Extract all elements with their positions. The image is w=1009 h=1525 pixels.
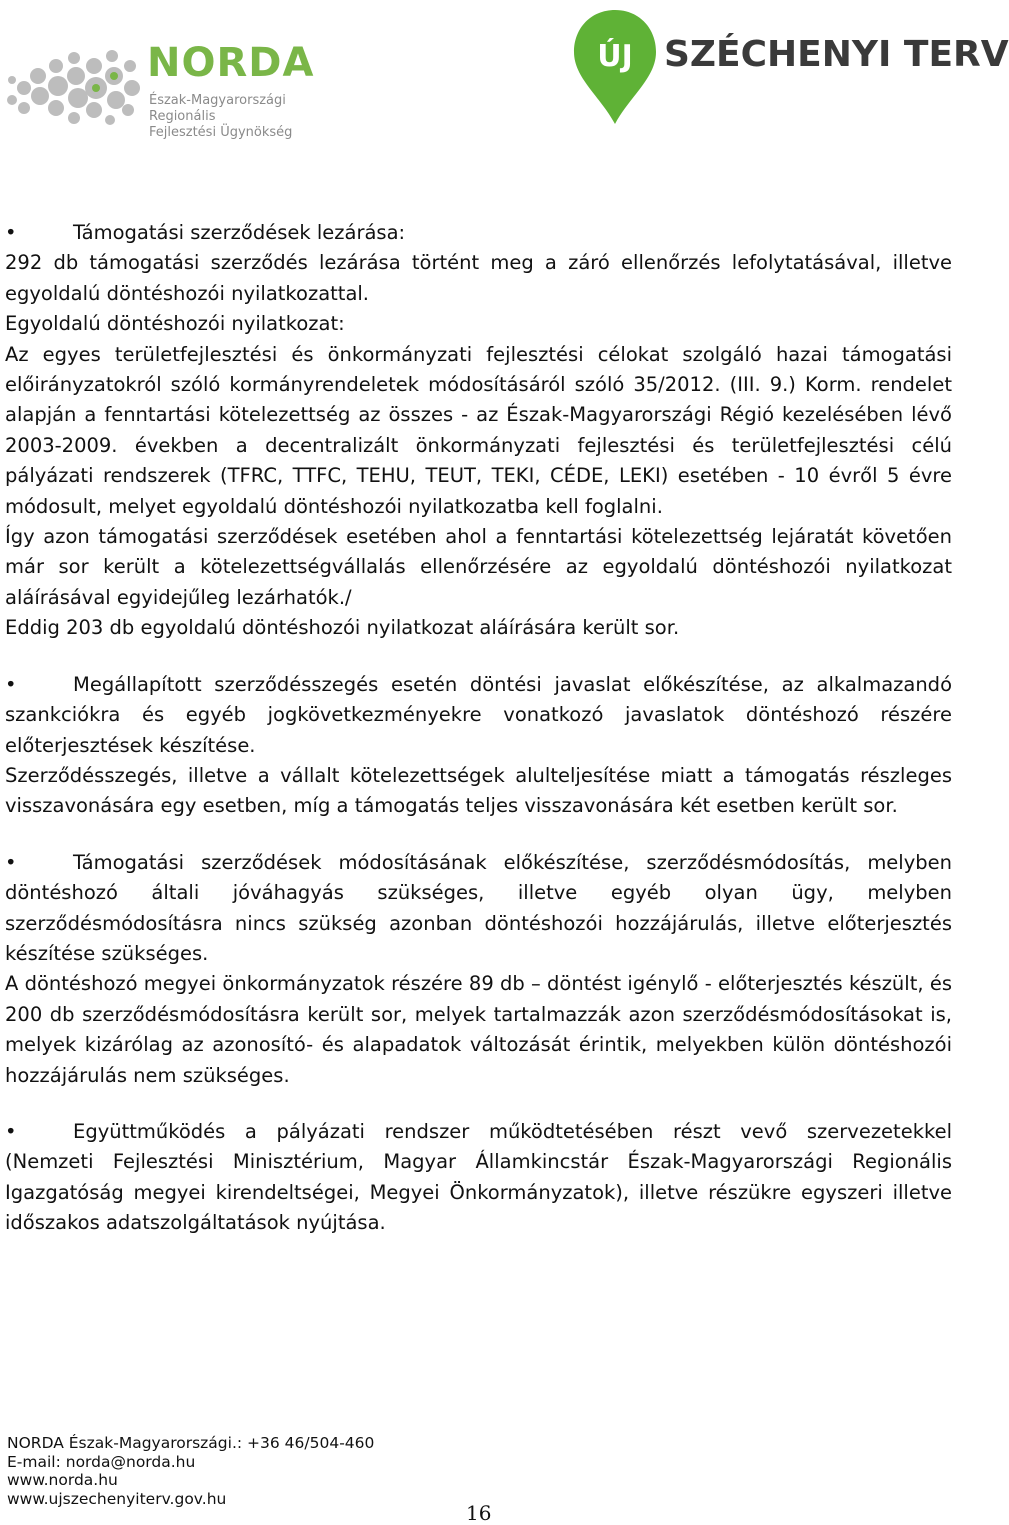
page-number: 16 [466,1501,492,1525]
footer-email: E-mail: norda@norda.hu [7,1452,196,1471]
section2-paragraph2: Szerződésszegés, illetve a vállalt kötelezettségek alulteljesítése miatt a támogatás részleges visszavonására egy esetben, míg a támogatás teljes visszavonására két esetben került sor. [5,763,952,818]
section4-lead: Együttműködés a pályázati rendszer működtetésében részt vevő szervezetekkel (Nemzeti Fejlesztési Minisztérium, Magyar Államkincstár Észak-Magyarországi Regionális Igazgatóság megyei kirendeltségei, Megyei Önkormányzatok), illetve részükre egyszeri illetve időszakos adatszolgáltatások nyújtása. [5,1119,952,1235]
szechenyi-terv-logo [570,8,1009,128]
pin-label: ÚJ [597,39,633,74]
section3-lead: Támogatási szerződések módosításának előkészítése, szerződésmódosítás, melyben döntéshozó általi jóváhagyás szükséges, illetve egyéb olyan ügy, melyben szerződésmódosításra nincs szükség azonban döntéshozói hozzájárulás, illetve előterjesztés készítése szükséges. [5,850,952,965]
section1-title-line [5,218,952,248]
bullet-marker: • [5,672,17,696]
section1-paragraph3: Az egyes területfejlesztési és önkormányzati fejlesztési célokat szolgáló hazai támogatási előirányzatokról szóló kormányrendeletek módosításáról szóló 35/2012. (III. 9.) Korm. rendelet alapján a fenntartási kötelezettség az összes - az Észak-Magyarországi Régió kezelésében lévő 2003-2009. években a decentralizált önkormányzati fejlesztési és területfejlesztési célú pályázati rendszerek (TFRC, TTFC, TEHU, TEUT, TEKI, CÉDE, LEKI) esetében - 10 évről 5 évre módosult, melyet egyoldalú döntéshozói nyilatkozatba kell foglalni. [5,342,952,518]
footer-website-norda: www.norda.hu [7,1471,118,1489]
section1-paragraph4: Így azon támogatási szerződések esetében ahol a fenntartási kötelezettség lejáratát követően már sor került a kötelezettségvállalás ellenőrzésére az egyoldalú döntéshozói nyilatkozat aláírásával egyidejűleg lezárhatók./ [5,525,952,609]
norda-subtitle-line2: Fejlesztési Ügynökség [149,125,293,140]
map-pin-icon [570,8,660,126]
norda-subtitle [149,93,344,141]
szechenyi-terv-wordmark: SZÉCHENYI TERV [664,34,1009,75]
norda-wordmark: NORDA [147,40,315,86]
norda-subtitle-line1: Észak-Magyarországi Regionális [149,93,286,124]
section2-lead: Megállapított szerződésszegés esetén döntési javaslat előkészítése, az alkalmazandó szankciókra és egyéb jogkövetkezményekre vonatkozó javaslatok döntéshozó részére előterjesztések készítése. [5,672,952,757]
section1-title: Támogatási szerződések lezárása: [73,221,406,244]
footer-website-szt: www.ujszechenyiterv.gov.hu [7,1489,227,1508]
bullet-marker: • [5,221,17,244]
section2-paragraph1 [5,670,952,761]
section4-paragraph1 [5,1117,952,1239]
norda-logo [4,40,344,140]
document-body [5,218,952,1239]
bullet-marker: • [5,1119,17,1143]
footer-contact [7,1434,374,1508]
section3-paragraph1 [5,848,952,970]
norda-dots-icon [4,44,144,128]
bullet-marker: • [5,850,17,874]
section1-paragraph2: Egyoldalú döntéshozói nyilatkozat: [5,312,345,336]
section1-paragraph5: Eddig 203 db egyoldalú döntéshozói nyilatkozat aláírására került sor. [5,616,680,640]
footer-phone: NORDA Észak-Magyarországi.: +36 46/504-460 [7,1434,375,1452]
section3-paragraph2: A döntéshozó megyei önkormányzatok részére 89 db – döntést igénylő - előterjesztés készült, és 200 db szerződésmódosításra került sor, melyek tartalmazzák azon szerződésmódosításokat is, melyek kizárólag az azonosító- és alapadatok változását érintik, melyekben külön döntéshozói hozzájárulás nem szükséges. [5,972,952,1087]
section1-paragraph1: 292 db támogatási szerződés lezárása történt meg a záró ellenőrzés lefolytatásával, illetve egyoldalú döntéshozói nyilatkozattal. [5,251,952,305]
